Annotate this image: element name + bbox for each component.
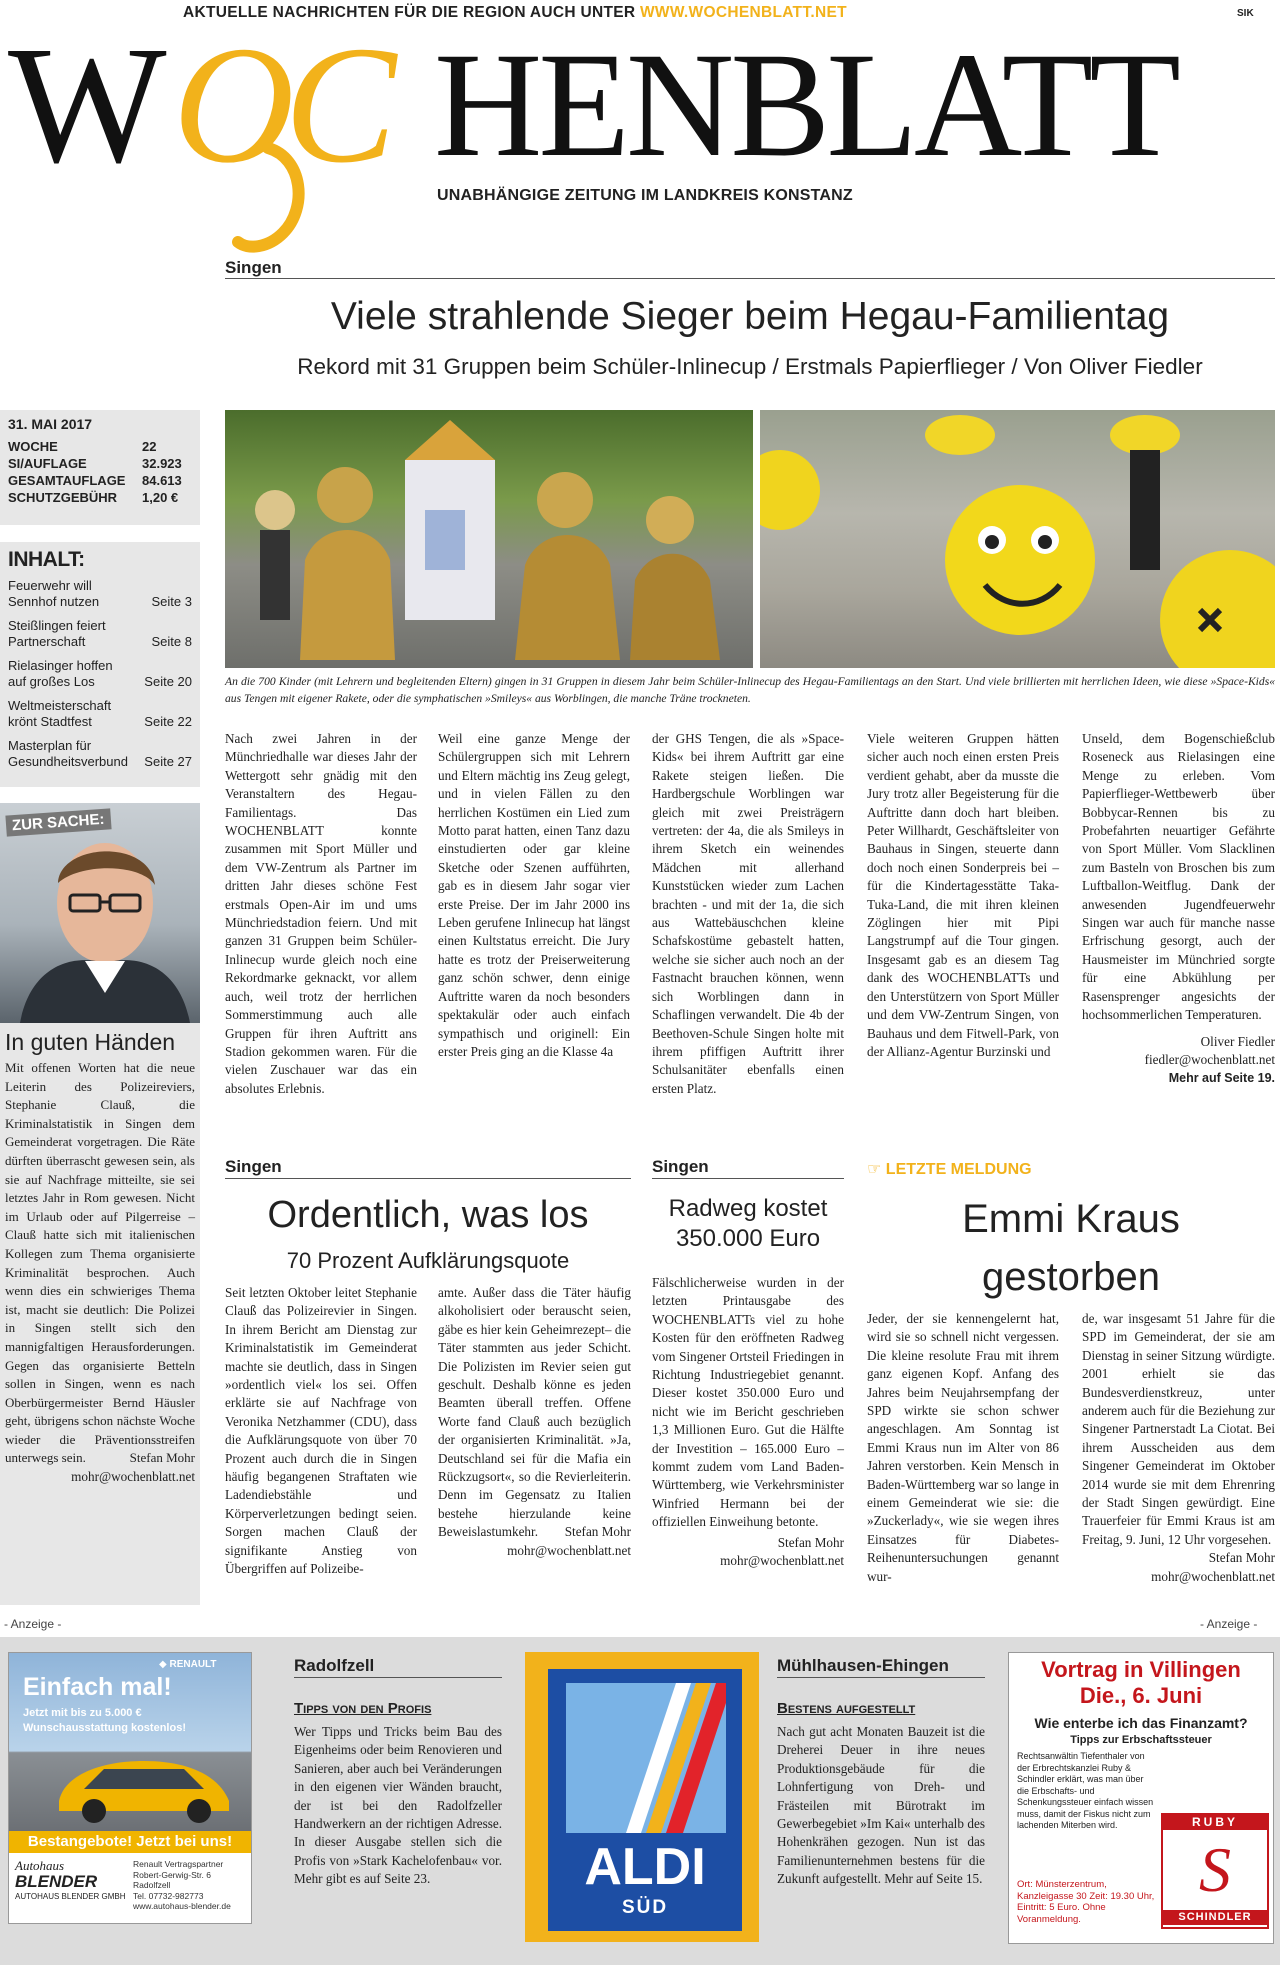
photo-smileys-icon	[760, 410, 1275, 668]
info-value: 32.923	[142, 456, 182, 471]
toc-item-page: Seite 22	[144, 714, 192, 729]
art3-body-wrap	[652, 1274, 844, 1571]
muehlhausen-title: Bestens aufgestellt	[777, 1700, 916, 1717]
info-row	[8, 472, 192, 489]
toc-title: INHALT:	[8, 548, 85, 571]
lead-col-1: Nach zwei Jahren in der Münchriedhalle war dieses Jahr der Wettergott sehr gnädig mit den Veranstaltern des Hegau-Familientags. Das WOCHENBLATT konnte zusammen mit Sport Müller und dem VW-Zentrum als Partner im dritten Jahr dieses schöne Fest erstmals Open-Air im und ums Münchriedstadion feiern. Und mit ganzen 31 Gruppen beim Schüler-Inlinecup wurde gleich noch eine Rekordmarke geknackt, vor allem auch, weil trotz der herrlichen Sommerstimmung auch alle Gruppen für ihren Auftritt ans Stadion gekommen waren. Für die vielen Zuschauer war das ein absolutes Erlebnis.	[225, 731, 417, 1096]
toc-item-text: Masterplan für Gesundheitsverbund	[8, 738, 128, 769]
info-label: SCHUTZGEBÜHR	[8, 490, 118, 505]
toc-box	[0, 542, 200, 787]
lead-col-3: der GHS Tengen, die als »Space-Kids« bei ihrem Auftritt gar eine Rakete steigen ließen. Die Hardbergschule Worblingen war gleich mit zwei Preisträgern vertreten: der 4a, die als Smileys in ihrem Sketch ein weinendes Mädchen mit allerhand Kunststücken wieder zum Lachen brachten - und mit der 1a, die sich aus Wattebäuschchen kleine Schafskostüme gebastelt hatten, welche sie sicher auch noch an der Fastnacht brauchen können, wenn sich Worblingen dann in Schaflingen verwandelt. Die 4b der Beethoven-Schule Singen holte mit ihrem pfiffigen Auftritt ihrer Schulsanitäter ebenfalls einen ersten Platz.	[652, 731, 844, 1096]
ruby-text: Rechtsanwältin Tiefenthaler von der Erbrechtskanzlei Ruby & Schindler erklärt, was man über die Erbschafts- und Schenkungssteuer einfach wissen muss, damit der Fiskus nicht zum lachenden Miterben wird.	[1017, 1751, 1154, 1830]
renault-diamond-icon: ◆	[159, 1659, 167, 1670]
toc-item-text: Feuerwehr will Sennhof nutzen	[8, 578, 100, 609]
lead-headline: Viele strahlende Sieger beim Hegau-Familientag	[330, 295, 1170, 338]
art3-section: Singen	[652, 1157, 709, 1176]
renault-headline: Einfach mal!	[23, 1673, 172, 1701]
art3-headline-1: Radweg kostet	[668, 1195, 828, 1222]
info-label: WOCHE	[8, 439, 58, 454]
logo-w: W	[8, 12, 167, 198]
muehlhausen-text: Nach gut acht Monaten Bauzeit ist die Dreherei Deuer in ihre neues Produktionsgebäude für die Lohnfertigung von Dreh- und Frästeilen mit Bürotrakt im Gewerbegebiet »Im Kai« unterhalb des Hohenkrähen gezogen. Nun ist das Familienunternehmen bestens für die Zukunft aufgestellt. Mehr auf Seite 15.	[777, 1724, 985, 1887]
ruby-details: Ort: Münsterzentrum, Kanzleigasse 30 Zeit: 19.30 Uhr, Eintritt: 5 Euro. Ohne Voranmeldung.	[1017, 1879, 1155, 1925]
blender-addr-4: Tel. 07732-982773	[133, 1890, 204, 1901]
blender-address	[133, 1859, 249, 1912]
art4-email: mohr@wochenblatt.net	[1151, 1568, 1275, 1584]
car-icon	[49, 1741, 239, 1823]
zur-sache-text	[5, 1059, 195, 1468]
art2-col-2	[438, 1284, 631, 1542]
lead-col-4: Viele weiteren Gruppen hätten sicher auch noch einen ersten Preis verdient gehabt, aber da musste die Jury trotz aller Begeisterung für die Auftritte dann doch hart bleiben. Peter Willhardt, Geschäftsleiter von Bauhaus in Singen, steuerte dann doch noch einen Sonderpreis bei – für die Kindertagesstätte Taka-Tuka-Land, die mit ihren kleinen Zöglingen hier mit Pipi Langstrumpf auf die Tour gingen. Insgesamt gab es an diesem Tag dank des WOCHENBLATTs und den Unterstützern von Sport Müller und dem VW-Zentrum Singen, von Bauhaus und dem Fitwell-Park, von der Allianz-Agentur Burzinski und	[867, 731, 1059, 1059]
lead-section: Singen	[225, 258, 282, 277]
info-label: GESAMTAUFLAGE	[8, 473, 126, 488]
ruby-sub: Tipps zur Erbschaftssteuer	[1070, 1734, 1212, 1746]
art4-col-2-text: de, war insgesamt 51 Jahre für die SPD im Gemeinderat, der sie am Dienstag in seiner Sitzung würdigte. 2001 erhielt sie das Bundesverdienstkreuz, unter anderem auch für die Beziehung zur Singener Partnerstadt La Ciotat. Bei ihrem Ausscheiden aus dem Singener Gemeinderat im Oktober 2014 wurde sie mit dem Ehrenring der Stadt Singen gewürdigt. Eine Trauerfeier für Emmi Kraus ist am Freitag, 9. Juni, 12 Uhr vorgesehen.	[1082, 1311, 1275, 1547]
renault-sub1: Jetzt mit bis zu 5.000 €	[23, 1707, 142, 1719]
blender-logo	[15, 1859, 127, 1903]
art4-headline-2: gestorben	[982, 1255, 1160, 1299]
zur-sache-body: Mit offenen Worten hat die neue Leiterin des Polizeireviers, Stephanie Clauß, die Kriminalstatistik in Singen dem Gemeinderat vorgetragen. Die Räte dürften überrascht gewesen sein, als sie auf Nachfrage mitteilte, sie sei letztes Jahr in Rom gewesen. Nicht im Urlaub oder auf Pilgerreise – Clauß hatte sich mit italienischen Kollegen zum Thema organisierte Kriminalität besprochen. Auch wenn dies ein schwieriges Thema ist, macht sie deutlich: Die Polizei in Singen stellt sich den mannigfaltigen Herausforderungen. Gegen das organisierte Betteln sollen in Singen, wenn es nach Oberbürgermeister Bernd Häusler geht, übrigens schon nächste Woche wieder die Präventionsstreifen unterwegs sein.	[5, 1060, 195, 1466]
zur-sache-title: In guten Händen	[5, 1029, 176, 1055]
info-value: 1,20 €	[142, 490, 179, 505]
ruby-ad[interactable]	[1008, 1652, 1274, 1944]
pointing-hand-icon: ☞	[867, 1161, 882, 1178]
lead-photo-space-kids	[225, 410, 753, 668]
portrait-icon	[0, 803, 200, 1023]
art4-col-1: Jeder, der sie kennengelernt hat, wird sie so schnell nicht vergessen. Die kleine resolute Frau mit ihrem ganz eigenen Kopf. Anfang des Jahres beim Neujahrsempfang der SPD wirkte sie schon schwer angeschlagen. Am Sonntag ist Emmi Kraus nun im Alter von 86 Jahren verstorben. Kein Mensch in Baden-Württemberg war so lange in einem Gemeinderat wie sie: die »Zuckerlady«, wie sie wegen ihres Einsatzes für Diabetes-Reihenuntersuchungen genannt wur-	[867, 1311, 1059, 1584]
info-row	[8, 489, 192, 506]
toc-item-page: Seite 20	[144, 674, 192, 689]
toc-list	[8, 578, 192, 770]
edition-code: SIK	[1237, 8, 1254, 19]
topline-text: AKTUELLE NACHRICHTEN FÜR DIE REGION AUCH UNTER	[183, 4, 636, 21]
blender-addr-1: Renault Vertragspartner	[133, 1859, 224, 1869]
renault-brand-text: RENAULT	[169, 1659, 217, 1670]
art4-headline	[867, 1190, 1275, 1306]
art2-email: mohr@wochenblatt.net	[507, 1542, 631, 1558]
aldi-ad[interactable]	[525, 1652, 759, 1942]
ruby-logo-bottom: SCHINDLER	[1163, 1910, 1267, 1925]
art2-section-rule	[225, 1178, 631, 1179]
blender-addr-2: Robert-Gerwig-Str. 6	[133, 1869, 211, 1880]
art2-col-2-wrap	[438, 1284, 631, 1560]
anzeige-label-left: - Anzeige -	[4, 1617, 62, 1631]
logo-oc: OC	[173, 12, 387, 198]
art3-author: Stefan Mohr	[777, 1534, 844, 1550]
lead-author: Oliver Fiedler	[1200, 1033, 1275, 1049]
info-value: 22	[142, 439, 157, 454]
radolfzell-section: Radolfzell	[294, 1656, 375, 1675]
info-row	[8, 438, 192, 455]
lead-col-5-wrap	[1082, 730, 1275, 1088]
art3-headline-2: 350.000 Euro	[675, 1225, 821, 1252]
renault-brand	[159, 1659, 217, 1670]
muehlhausen-section: Mühlhausen-Ehingen	[777, 1656, 949, 1675]
blender-logo-script: Autohaus	[15, 1858, 65, 1873]
info-box	[0, 410, 200, 525]
info-label: SI/AUFLAGE	[8, 456, 87, 471]
renault-ad[interactable]	[8, 1652, 252, 1924]
anzeige-label-right: - Anzeige -	[1200, 1617, 1258, 1631]
renault-sub2: Wunschausstattung kostenlos!	[23, 1722, 186, 1734]
blender-logo-full: AUTOHAUS BLENDER GMBH	[15, 1892, 126, 1901]
ruby-headline-2: Die., 6. Juni	[1079, 1683, 1203, 1708]
aldi-name: ALDI	[584, 1838, 706, 1896]
info-value: 84.613	[142, 473, 182, 488]
art3-headline	[652, 1194, 844, 1254]
art2-subhead: 70 Prozent Aufklärungsquote	[286, 1248, 570, 1273]
lead-photo-smileys	[760, 410, 1275, 668]
ruby-headline-1: Vortrag in Villingen	[1041, 1657, 1241, 1682]
radolfzell-rule	[294, 1677, 502, 1678]
art3-section-rule	[652, 1178, 844, 1179]
toc-item-text: Rielasinger hoffen auf großes Los	[8, 658, 113, 689]
art4-section-label: LETZTE MELDUNG	[885, 1161, 1032, 1178]
aldi-logo	[545, 1666, 745, 1934]
ruby-logo-top: RUBY	[1163, 1815, 1267, 1830]
toc-item-page: Seite 8	[151, 634, 192, 649]
art4-col-2-wrap	[1082, 1310, 1275, 1586]
art2-section: Singen	[225, 1157, 282, 1176]
info-rows	[8, 438, 192, 506]
toc-item-page: Seite 3	[151, 594, 192, 609]
renault-banner: Bestangebote! Jetzt bei uns!	[9, 1831, 251, 1853]
zur-sache-email: mohr@wochenblatt.net	[71, 1469, 195, 1485]
art4-headline-1: Emmi Kraus	[962, 1197, 1180, 1241]
zur-sache-author: Stefan Mohr	[129, 1450, 195, 1466]
toc-item[interactable]	[8, 698, 192, 730]
toc-item[interactable]	[8, 578, 192, 610]
art2-col-2-text: amte. Außer dass die Täter häufig alkoholisiert oder berauscht seien, gäbe es hier kein Geheimrezept– die Täter stammten aus jeder Schicht. Die Polizisten im Revier seien gut geschult. Deshalb könne es jeden Beamten überall treffen. Offene Worte fand Clauß auch bezüglich der organisierten Kriminalität. »Ja, Deutschland sei für die Mafia ein Rückzugsort«, so die Revierleiterin. Denn im Gegensatz zu Italien bestehe hierzulande keine Beweislastumkehr.	[438, 1285, 631, 1540]
tagline: UNABHÄNGIGE ZEITUNG IM LANDKREIS KONSTANZ	[437, 187, 853, 204]
lead-section-rule	[225, 278, 1275, 279]
lead-caption: An die 700 Kinder (mit Lehrern und begleitenden Eltern) gingen in 31 Gruppen in diesem Jahr beim Schüler-Inlinecup des Hegau-Familientags an den Start. Und viele brillierten mit herrlichen Ideen, wie diese »Space-Kids« aus Tengen mit eigener Rakete, oder die symphatischen »Smileys« aus Worblingen, die manche Träne trockneten.	[225, 675, 1275, 705]
blender-addr-3: Radolfzell	[133, 1880, 171, 1890]
info-row	[8, 455, 192, 472]
art4-section	[867, 1159, 1032, 1179]
zur-sache-photo	[0, 803, 200, 1023]
zur-sache-label: ZUR SACHE:	[5, 808, 111, 836]
zur-sache-box	[0, 1023, 200, 1605]
art2-headline: Ordentlich, was los	[267, 1194, 589, 1236]
lead-col-5: Unseld, dem Bogenschießclub Roseneck aus Rielasingen eine Menge zu erleben. Vom Papierflieger-Wettbewerb über Bobbycar-Rennen bis zu Probefahrten neuartiger Gefährte von Sport Müller. Vom Slacklinen zum Basteln von Broschen bis zum Luftballon-Weitflug. Dank der anwesenden Jugendfeuerwehr Singen war auch für manche nasse Erfrischung gesorgt, auch der Hausmeister im Münchried sorgte für eine Abkühlung per Rasensprenger angesichts der hochsommerlichen Temperaturen.	[1082, 731, 1275, 1023]
website-link[interactable]: WWW.WOCHENBLATT.NET	[640, 4, 847, 21]
radolfzell-title: Tipps von den Profis	[294, 1700, 432, 1717]
photo-children-icon	[225, 410, 753, 668]
toc-item[interactable]	[8, 738, 192, 770]
art4-author: Stefan Mohr	[1208, 1550, 1275, 1566]
aldi-stripes-icon	[566, 1683, 726, 1833]
toc-item[interactable]	[8, 658, 192, 690]
blender-logo-name: BLENDER	[15, 1872, 98, 1891]
toc-item-page: Seite 27	[144, 754, 192, 769]
art3-text: Fälschlicherweise wurden in der letzten Printausgabe des WOCHENBLATTs viel zu hohe Kosten für den eröffneten Radweg vom Singener Ortsteil Friedingen in Richtung Industriegebiet genannt. Dieser kostet 350.000 Euro und nicht wie im Bericht geschrieben 1,3 Millionen Euro. Gut die Hälfte der Investition – 165.000 Euro – kommt zudem vom Land Baden-Württemberg, wie Verkehrsminister Winfried Hermann bei der offiziellen Einweihung betonte.	[652, 1275, 844, 1530]
toc-item-text: Steißlingen feiert Partnerschaft	[8, 618, 106, 649]
art3-email: mohr@wochenblatt.net	[720, 1553, 844, 1569]
toc-item-text: Weltmeisterschaft krönt Stadtfest	[8, 698, 112, 729]
ruby-question: Wie enterbe ich das Finanzamt?	[1034, 1715, 1248, 1731]
lead-subhead: Rekord mit 31 Gruppen beim Schüler-Inlinecup / Erstmals Papierflieger / Von Oliver Fiedler	[297, 354, 1203, 379]
logo-henblatt: HENBLATT	[434, 22, 1177, 188]
lead-more: Mehr auf Seite 19.	[1168, 1071, 1275, 1086]
radolfzell-text: Wer Tipps und Tricks beim Bau des Eigenheims oder beim Renovieren und Sanieren, aber auch bei Veränderungen in den eigenen vier Wänden braucht, der ist bei den Radolfzeller Handwerkern an der richtigen Adresse. In dieser Ausgabe stellen sich die Profis von »Stark Kachelofenbau« vor. Mehr gibt es auf Seite 23.	[294, 1724, 502, 1887]
ruby-logo	[1161, 1813, 1269, 1929]
lead-email: fiedler@wochenblatt.net	[1144, 1051, 1275, 1067]
ruby-logo-symbol: S	[1199, 1834, 1231, 1905]
issue-date: 31. MAI 2017	[8, 416, 93, 432]
toc-item[interactable]	[8, 618, 192, 650]
art4-col-2	[1082, 1310, 1275, 1566]
muehlhausen-rule	[777, 1677, 985, 1678]
aldi-sub: SÜD	[621, 1897, 669, 1918]
art2-author: Stefan Mohr	[564, 1524, 631, 1540]
lead-col-2: Weil eine ganze Menge der Schülergruppen sich mit Lehrern und Eltern mächtig ins Zeug gelegt, und in vielen Fällen zu den herrlichen Kostümen ein Lied zum Motto parat hatten, einen Tanz dazu einstudierten oder gar kleine Sketche oder Szenen aufführten, gab es in diesem Jahr sogar vier erste Preise. Der im Jahr 2000 ins Leben gerufene Inlinecup hat längst einen Kultstatus erreicht. Die Jury hatte es trotz der Preiserweiterung ganz schön schwer, denn einige Auftritte waren da noch besonders spektakulär oder auch einfach sympathisch und originell: Ein erster Preis ging an die Klasse 4a	[438, 731, 630, 1059]
logo-swash	[208, 138, 318, 268]
blender-addr-5: www.autohaus-blender.de	[133, 1901, 231, 1911]
art2-col-1: Seit letzten Oktober leitet Stephanie Clauß das Polizeirevier in Singen. In ihrem Bericht am Dienstag zur Kriminalstatistik im Gemeinderat machte sie deutlich, dass in Singen »ordentlich viel« los sei. Offen erklärte sie auf Nachfrage von Veronika Netzhammer (CDU), dass die Aufklärungsquote von über 70 Prozent auch durch die in Singen häufig begangenen Straftaten wie Ladendiebstähle und Körperverletzungen bedingt seien. Sorgen machen Clauß der signifikante Anstieg von Übergriffen auf Polizeibe-	[225, 1285, 417, 1577]
